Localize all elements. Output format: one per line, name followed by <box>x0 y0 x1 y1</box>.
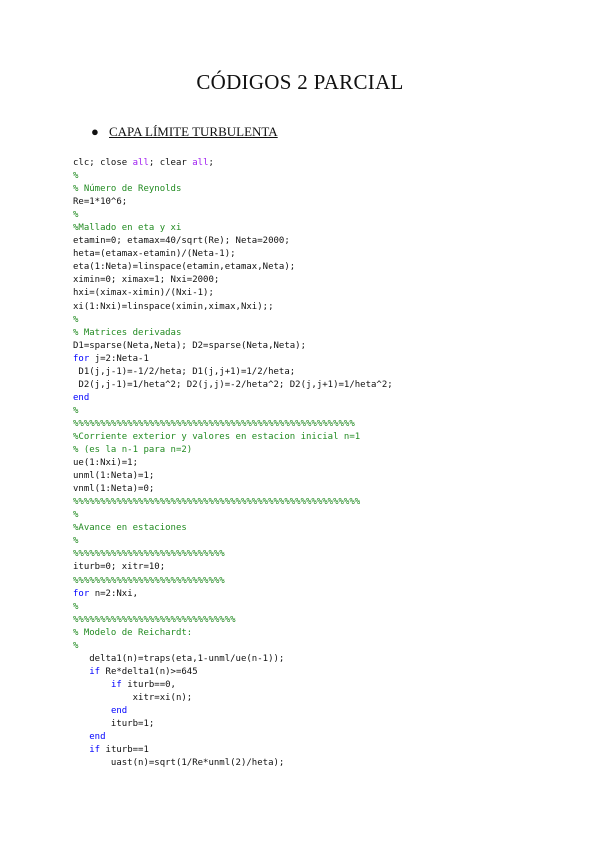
code-text: D1(j,j-1)=-1/2/heta; D1(j,j+1)=1/2/heta; <box>73 366 296 377</box>
code-comment: %Mallado en eta y xi <box>73 223 182 234</box>
code-text <box>73 680 111 690</box>
code-keyword: end <box>73 392 90 403</box>
code-line <box>73 679 393 692</box>
code-line <box>73 196 393 209</box>
code-line <box>73 314 393 327</box>
code-text: Re*delta1(n)>=645 <box>105 666 198 677</box>
code-comment: % <box>73 536 79 547</box>
code-comment: % Número de Reynolds <box>73 184 182 195</box>
code-comment: % Matrices derivadas <box>73 327 182 338</box>
code-line <box>73 457 393 470</box>
code-text: iturb=1; <box>73 719 155 730</box>
section-heading: CAPA LÍMITE TURBULENTA <box>109 124 278 139</box>
code-keyword: if <box>89 666 106 677</box>
code-text: eta(1:Neta)=linspace(etamin,etamax,Neta); <box>73 262 296 273</box>
code-text: hxi=(ximax-ximin)/(Nxi-1); <box>73 288 214 299</box>
code-line <box>73 248 393 261</box>
code-line <box>73 301 393 314</box>
code-comment: %%%%%%%%%%%%%%%%%%%%%%%%%%%%%%%%%%%%%%%%%%%%%%%%%%%%% <box>73 497 361 508</box>
code-comment: %Avance en estaciones <box>73 523 187 534</box>
code-keyword: end <box>110 705 128 716</box>
code-line <box>73 379 393 392</box>
code-line <box>73 418 393 431</box>
code-line <box>73 731 393 744</box>
code-text: vnml(1:Neta)=0; <box>73 484 155 495</box>
code-line <box>73 535 393 548</box>
code-comment: % <box>73 171 79 182</box>
code-line <box>73 287 393 300</box>
code-line <box>73 757 393 770</box>
code-line <box>73 522 393 535</box>
code-text: ; clear <box>148 158 193 168</box>
code-text: D2(j,j-1)=1/heta^2; D2(j,j)=-2/heta^2; D2(j,j+1)=1/heta^2; <box>73 379 393 390</box>
code-line <box>73 718 393 731</box>
code-text: iturb==0, <box>127 679 176 690</box>
code-text: ; <box>208 158 214 168</box>
code-line <box>73 405 393 418</box>
code-text: D1=sparse(Neta,Neta); D2=sparse(Neta,Neta); <box>73 340 306 351</box>
code-keyword: if <box>89 745 106 756</box>
code-line <box>73 483 393 496</box>
code-text: iturb==1 <box>105 745 149 756</box>
code-line <box>73 666 393 679</box>
code-line <box>73 575 393 588</box>
code-text: heta=(etamax-etamin)/(Neta-1); <box>73 249 236 260</box>
code-line <box>73 274 393 287</box>
code-keyword: end <box>89 732 106 743</box>
code-comment: %Corriente exterior y valores en estacion inicial n=1 <box>73 431 361 442</box>
code-text: unml(1:Neta)=1; <box>73 471 155 482</box>
code-keyword: for <box>73 353 95 364</box>
code-line <box>73 640 393 653</box>
code-keyword: for <box>73 588 95 599</box>
code-line <box>73 261 393 274</box>
code-text: delta1(n)=traps(eta,1-unml/ue(n-1)); <box>73 653 285 664</box>
code-text: ximin=0; ximax=1; Nxi=2000; <box>73 275 220 286</box>
code-line <box>73 392 393 405</box>
code-line <box>73 340 393 353</box>
code-line <box>73 653 393 666</box>
code-line <box>73 431 393 444</box>
code-comment: % Modelo de Reichardt: <box>73 627 193 638</box>
code-line <box>73 496 393 509</box>
code-line <box>73 744 393 757</box>
code-line <box>73 444 393 457</box>
code-line <box>73 353 393 366</box>
code-line <box>73 183 393 196</box>
page-title: CÓDIGOS 2 PARCIAL <box>196 70 404 94</box>
code-line <box>73 588 393 601</box>
code-text: j=2:Neta-1 <box>94 353 149 364</box>
code-line <box>73 705 393 718</box>
code-string: all <box>132 158 149 168</box>
code-line <box>73 235 393 248</box>
code-comment: % <box>73 510 79 521</box>
code-comment: %%%%%%%%%%%%%%%%%%%%%%%%%%%% <box>73 575 225 586</box>
code-text <box>73 706 111 716</box>
code-line <box>73 692 393 705</box>
code-text <box>73 667 89 677</box>
code-line <box>73 327 393 340</box>
code-comment: % <box>73 314 79 325</box>
code-line <box>73 366 393 379</box>
code-line <box>73 548 393 561</box>
code-text: iturb=0; xitr=10; <box>73 562 166 573</box>
code-comment: % <box>73 640 79 651</box>
code-text: n=2:Nxi, <box>94 588 139 599</box>
code-line <box>73 209 393 222</box>
code-text <box>73 732 89 742</box>
code-comment: %%%%%%%%%%%%%%%%%%%%%%%%%%%% <box>73 549 225 560</box>
code-text: xi(1:Nxi)=linspace(ximin,ximax,Nxi);; <box>73 301 274 312</box>
code-line <box>73 170 393 183</box>
code-listing <box>73 157 393 770</box>
bullet-icon: ● <box>91 124 99 139</box>
code-text <box>73 745 89 755</box>
code-string: all <box>192 158 209 168</box>
code-comment: % <box>73 405 79 416</box>
code-text: xitr=xi(n); <box>73 692 193 703</box>
code-comment: % <box>73 601 79 612</box>
code-line <box>73 627 393 640</box>
code-comment: % (es la n-1 para n=2) <box>73 445 193 456</box>
code-comment: %%%%%%%%%%%%%%%%%%%%%%%%%%%%%% <box>73 614 236 625</box>
code-text: clc; close <box>73 158 133 168</box>
bullet-item <box>91 124 278 140</box>
code-text: Re=1*10^6; <box>73 197 128 208</box>
code-line <box>73 157 393 170</box>
code-line <box>73 561 393 574</box>
code-text: ue(1:Nxi)=1; <box>73 458 139 469</box>
code-keyword: if <box>110 679 128 690</box>
code-line <box>73 222 393 235</box>
code-text: uast(n)=sqrt(1/Re*unml(2)/heta); <box>73 758 285 769</box>
code-line <box>73 470 393 483</box>
code-line <box>73 601 393 614</box>
code-line <box>73 614 393 627</box>
code-comment: %%%%%%%%%%%%%%%%%%%%%%%%%%%%%%%%%%%%%%%%%%%%%%%%%%%% <box>73 418 355 429</box>
code-line <box>73 509 393 522</box>
code-comment: % <box>73 210 79 221</box>
code-text: etamin=0; etamax=40/sqrt(Re); Neta=2000; <box>73 236 290 247</box>
